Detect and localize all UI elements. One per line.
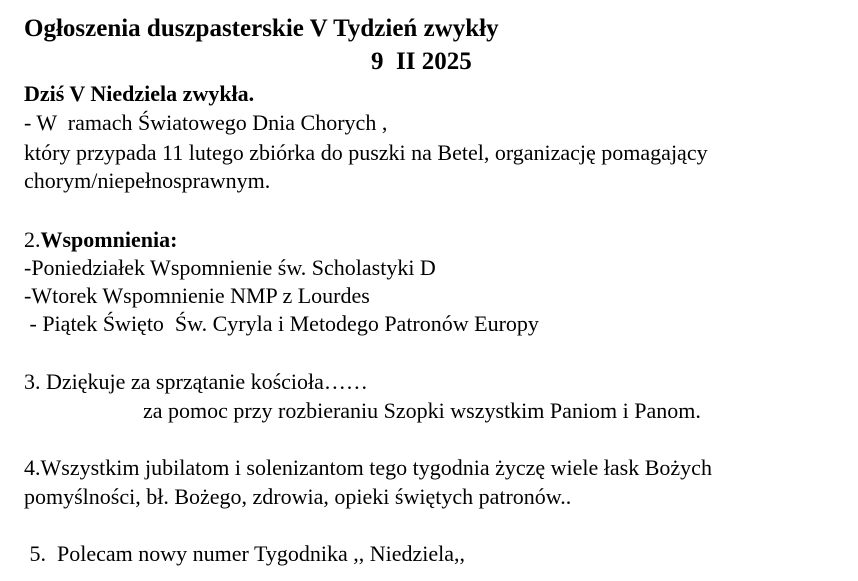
item2-number: 2. [24, 227, 41, 252]
item3-line2: za pomoc przy rozbieraniu Szopki wszystkim Paniom i Panom. [143, 398, 701, 423]
item5-line1: 5. Polecam nowy numer Tygodnika ,, Niedziela,, [24, 541, 466, 566]
item2-line1: -Poniedziałek Wspomnienie św. Scholastyki D [24, 255, 436, 280]
item2-line2: -Wtorek Wspomnienie NMP z Lourdes [24, 283, 370, 308]
item3-line1: 3. Dziękuje za sprzątanie kościoła…… [24, 369, 368, 394]
item1-line2: który przypada 11 lutego zbiórka do puszki na Betel, organizację pomagający [24, 140, 708, 165]
item4-line1: 4.Wszystkim jubilatom i solenizantom tego tygodnia życzę wiele łask Bożych [24, 455, 712, 480]
intro-heading: Dziś V Niedziela zwykła. [24, 81, 255, 106]
item1-line1: - W ramach Światowego Dnia Chorych , [24, 110, 388, 135]
item2-heading-line [24, 227, 177, 253]
document-date: 9 II 2025 [371, 48, 472, 75]
item4-line2: pomyślności, bł. Bożego, zdrowia, opieki świętych patronów.. [24, 484, 572, 509]
item2-line3: - Piątek Święto Św. Cyryla i Metodego Patronów Europy [24, 311, 539, 336]
item2-heading: Wspomnienia: [40, 227, 178, 252]
document-title: Ogłoszenia duszpasterskie V Tydzień zwykły [24, 15, 499, 42]
item1-line3: chorym/niepełnosprawnym. [24, 168, 271, 193]
